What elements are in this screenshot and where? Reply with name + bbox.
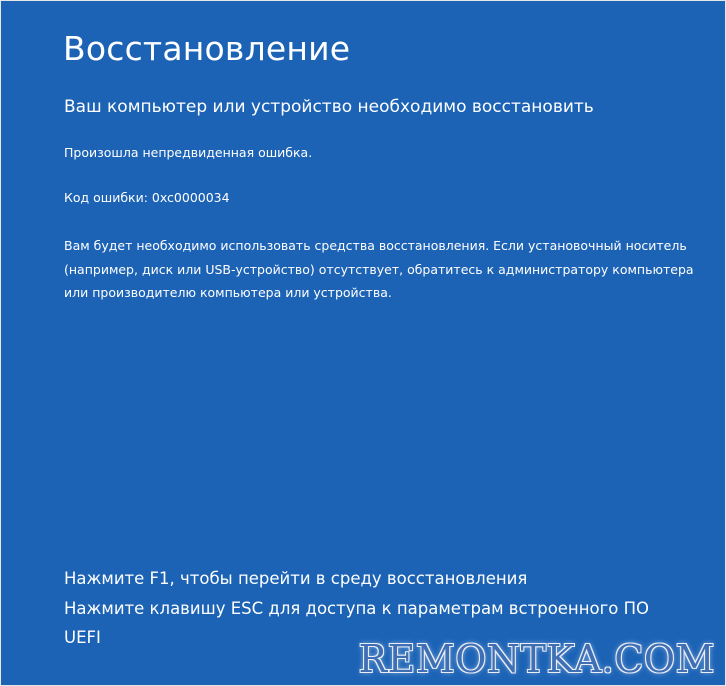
instructions-line: Вам будет необходимо использовать средства восстановления. Если установочный носитель <box>64 238 687 253</box>
page-title: Восстановление <box>63 29 351 68</box>
esc-uefi-hint: Нажмите клавишу ESC для доступа к параметрам встроенного ПО <box>64 599 650 618</box>
error-message: Произошла непредвиденная ошибка. <box>64 145 313 160</box>
error-subtitle: Ваш компьютер или устройство необходимо восстановить <box>64 97 594 117</box>
esc-uefi-hint-continued: UEFI <box>64 628 101 647</box>
instructions-line: или производителю компьютера или устройства. <box>64 285 392 300</box>
instructions-line: (например, диск или USB-устройство) отсутствует, обратитесь к администратору компьютера <box>64 261 694 277</box>
f1-recovery-hint: Нажмите F1, чтобы перейти в среду восстановления <box>64 569 528 588</box>
instructions-paragraph <box>64 234 694 305</box>
error-code: Код ошибки: 0xc0000034 <box>64 190 230 205</box>
site-watermark: REMONTKA.COM <box>358 637 715 681</box>
